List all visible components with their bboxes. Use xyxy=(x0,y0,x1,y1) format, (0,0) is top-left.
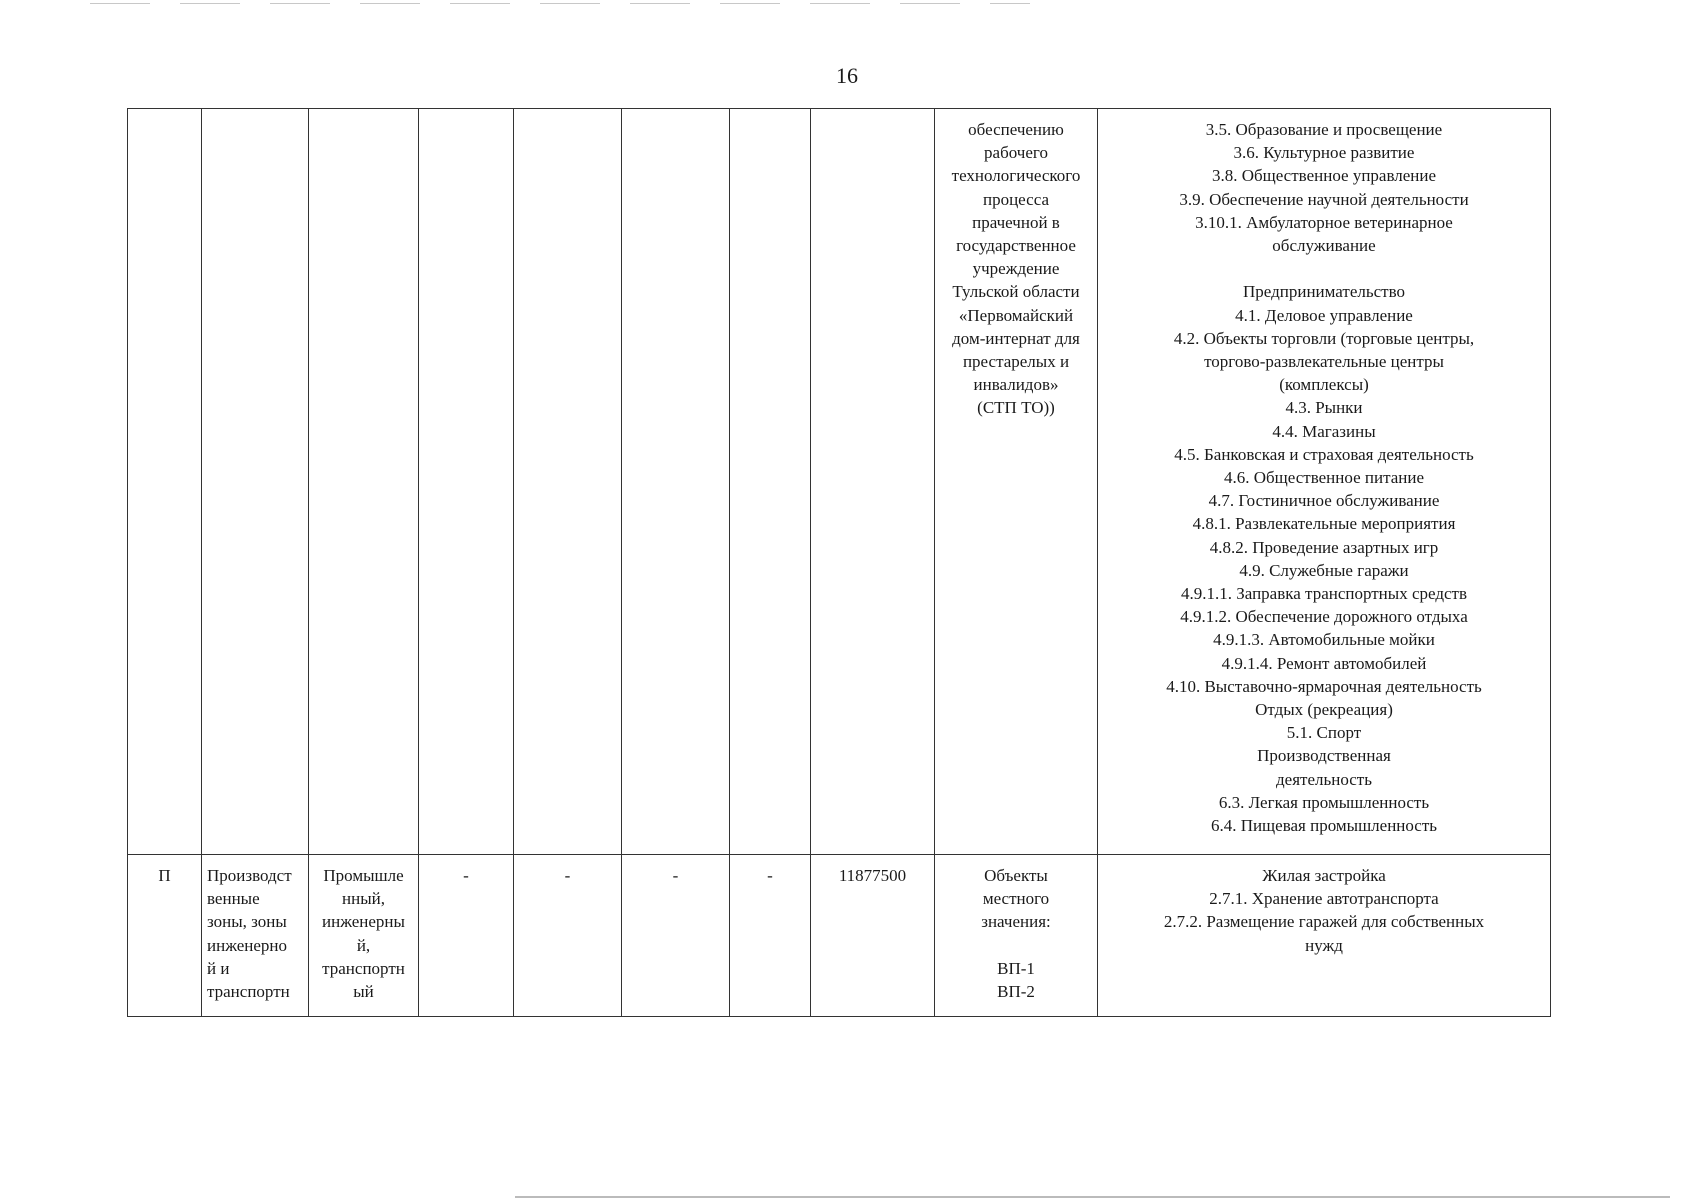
permitted-use-item: 4.9. Служебные гаражи xyxy=(1239,560,1409,580)
permitted-use-item: 2.7.1. Хранение автотранспорта xyxy=(1209,889,1439,909)
cell-code xyxy=(128,109,202,855)
permitted-use-item: 4.5. Банковская и страховая деятельность xyxy=(1174,444,1474,464)
permitted-use-item: 4.2. Объекты торговли (торговые центры, xyxy=(1173,328,1475,348)
cell-param-2 xyxy=(514,109,622,855)
permitted-use-item: 6.3. Легкая промышленность xyxy=(1218,792,1430,812)
page-number: 16 xyxy=(836,63,858,88)
permitted-use-item: 4.9.1.4. Ремонт автомобилей xyxy=(1221,653,1427,673)
zone-name-line: й и xyxy=(207,958,230,978)
zone-type-line: инженерны xyxy=(322,912,405,932)
dash-value: - xyxy=(767,866,773,885)
permitted-use-item: 4.4. Магазины xyxy=(1272,421,1376,441)
permitted-use-item: 4.9.1.3. Автомобильные мойки xyxy=(1213,630,1435,650)
permitted-use-group-heading: Предпринимательство xyxy=(1243,282,1405,302)
permitted-use-item: 4.7. Гостиничное обслуживание xyxy=(1208,491,1440,511)
permitted-use-item: 6.4. Пищевая промышленность xyxy=(1210,816,1438,836)
table-row xyxy=(128,109,1551,855)
spacer xyxy=(1102,257,1546,280)
cell-objects xyxy=(935,855,1098,1017)
objects-text-line: технологического xyxy=(951,166,1081,186)
permitted-use-group-heading: деятельность xyxy=(1276,769,1372,789)
cell-permitted-uses xyxy=(1098,855,1551,1017)
objects-text-line: Тульской области xyxy=(952,282,1080,302)
zones-table xyxy=(127,108,1551,1017)
zone-name-line: зоны, зоны xyxy=(207,912,287,932)
cell-zone-type xyxy=(309,855,419,1017)
objects-text-line: рабочего xyxy=(984,143,1048,163)
zone-type-line: ый xyxy=(353,982,374,1002)
dash-value: - xyxy=(672,866,679,885)
objects-text-line: государственное xyxy=(956,236,1076,256)
permitted-use-item: 4.9.1.2. Обеспечение дорожного отдыха xyxy=(1180,607,1468,627)
cell-area xyxy=(811,109,935,855)
permitted-use-item: 4.3. Рынки xyxy=(1285,398,1363,418)
objects-text-line: процесса xyxy=(982,189,1049,209)
permitted-use-group-heading: Отдых (рекреация) xyxy=(1255,700,1393,720)
permitted-use-item: 3.8. Общественное управление xyxy=(1211,166,1437,186)
zone-type-line: Промышле xyxy=(323,866,404,885)
permitted-use-item: торгово-развлекательные центры xyxy=(1204,352,1444,372)
dash-value: - xyxy=(463,866,469,885)
spacer xyxy=(939,934,1093,957)
zone-code: П xyxy=(158,866,171,885)
objects-text-line: престарелых и xyxy=(962,352,1070,372)
permitted-use-item: 3.6. Культурное развитие xyxy=(1233,143,1415,163)
objects-text-line: «Первомайский xyxy=(958,305,1074,325)
zone-name-line: инженерно xyxy=(207,935,288,955)
scan-artifact-top xyxy=(90,3,1030,4)
cell-zone-name xyxy=(202,109,309,855)
permitted-use-item: 4.6. Общественное питание xyxy=(1224,468,1424,488)
objects-text-line: дом-интернат для xyxy=(952,328,1080,348)
permitted-use-item: 4.8.2. Проведение азартных игр xyxy=(1209,537,1439,557)
cell-param-1 xyxy=(419,109,514,855)
zone-type-line: нный, xyxy=(342,889,385,909)
cell-zone-type xyxy=(309,109,419,855)
permitted-use-item: нужд xyxy=(1305,935,1343,955)
permitted-use-item: (комплексы) xyxy=(1279,375,1369,395)
area-value: 11877500 xyxy=(838,866,907,885)
objects-text-line: значения: xyxy=(981,912,1051,932)
object-code: ВП-1 xyxy=(997,958,1035,978)
cell-param-4 xyxy=(730,855,811,1017)
permitted-use-item: обслуживание xyxy=(1272,236,1376,256)
permitted-use-item: 4.10. Выставочно-ярмарочная деятельность xyxy=(1166,676,1482,696)
objects-text-line: Объекты xyxy=(984,866,1048,885)
permitted-use-item: 4.9.1.1. Заправка транспортных средств xyxy=(1181,584,1467,604)
objects-text-line: инвалидов» xyxy=(973,375,1059,395)
objects-text-line: прачечной в xyxy=(972,212,1060,232)
permitted-use-item: 3.10.1. Амбулаторное ветеринарное xyxy=(1195,212,1453,232)
permitted-use-group-heading: Жилая застройка xyxy=(1262,866,1386,885)
cell-permitted-uses xyxy=(1098,109,1551,855)
cell-area xyxy=(811,855,935,1017)
cell-param-3 xyxy=(622,109,730,855)
permitted-use-item: 4.1. Деловое управление xyxy=(1235,305,1413,325)
dash-value: - xyxy=(564,866,571,885)
scan-artifact-bottom xyxy=(515,1196,1670,1198)
zone-type-line: й, xyxy=(356,935,371,955)
table-row xyxy=(128,855,1551,1017)
cell-objects xyxy=(935,109,1098,855)
objects-text-line: обеспечению xyxy=(968,120,1064,139)
permitted-use-item: 3.9. Обеспечение научной деятельности xyxy=(1179,189,1469,209)
permitted-use-item: 3.5. Образование и просвещение xyxy=(1205,120,1443,139)
objects-text-line: учреждение xyxy=(972,259,1060,279)
objects-text-line: (СТП ТО)) xyxy=(977,398,1055,418)
cell-code xyxy=(128,855,202,1017)
cell-param-2 xyxy=(514,855,622,1017)
cell-zone-name xyxy=(202,855,309,1017)
zone-name-line: Производст xyxy=(207,866,292,885)
objects-text-line: местного xyxy=(982,889,1050,909)
cell-param-3 xyxy=(622,855,730,1017)
zone-type-line: транспортн xyxy=(322,958,405,978)
permitted-use-item: 4.8.1. Развлекательные мероприятия xyxy=(1192,514,1456,534)
permitted-use-group-heading: Производственная xyxy=(1257,746,1391,766)
object-code: ВП-2 xyxy=(997,982,1035,1001)
zone-name-line: венные xyxy=(207,889,260,909)
permitted-use-item: 2.7.2. Размещение гаражей для собственных xyxy=(1163,912,1485,932)
zone-name-line: транспортн xyxy=(207,982,290,1002)
permitted-use-item: 5.1. Спорт xyxy=(1286,723,1362,743)
cell-param-1 xyxy=(419,855,514,1017)
cell-param-4 xyxy=(730,109,811,855)
